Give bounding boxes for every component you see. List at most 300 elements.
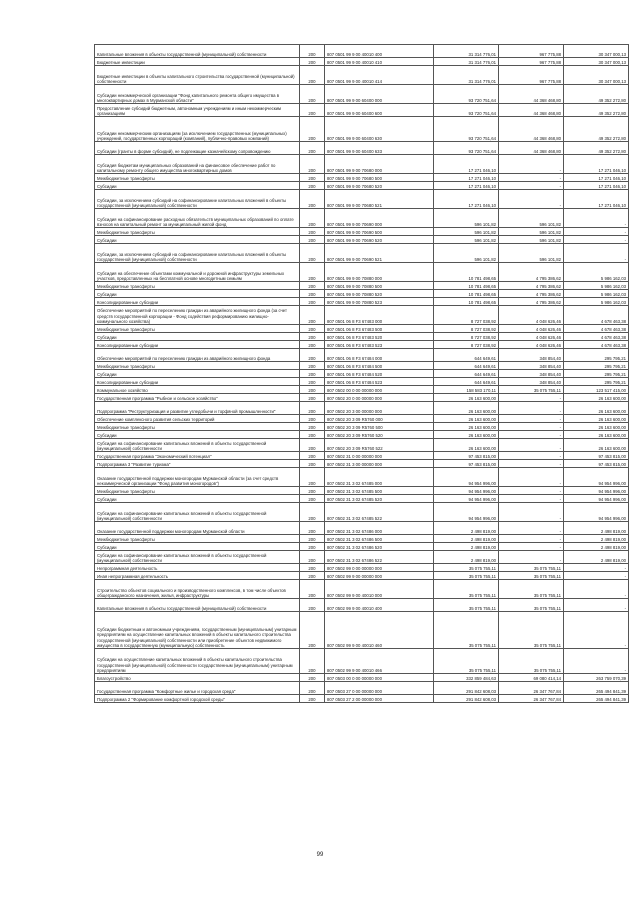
row-name: Межбюджетные трансферты [95,423,300,431]
row-executed-amount: 44 368 468,80 [499,142,564,155]
row-name: Субсидии на осуществление капитальных вложений в объекты капитального строительства государственной (муниципальной) собственности государственным (муниципальным) унитарным предприятиям [95,649,300,674]
row-assigned-amount: 596 101,82 [434,209,499,228]
row-assigned-amount: 97 453 815,00 [434,460,499,468]
row-name: Субсидии [95,495,300,503]
row-classification-code: 807 0502 20 3 09 R5760 520 [325,431,434,439]
row-name: Субсидия на обеспечение объектами коммунальной и дорожной инфраструктуры земельных участков, предоставленных на бесплатной основе многодетным семьям [95,263,300,282]
row-admin-code: 200 [300,423,325,431]
budget-table-body [95,45,629,703]
row-admin-code: 200 [300,209,325,228]
row-assigned-amount: 31 314 776,01 [434,66,499,85]
row-classification-code: 807 0502 31 3 02 67486 522 [325,551,434,564]
budget-table [94,44,629,703]
row-assigned-amount: 93 720 751,64 [434,85,499,104]
table-row [95,306,629,325]
row-admin-code: 200 [300,104,325,117]
row-unexecuted-amount: 5 986 162,03 [564,290,629,298]
row-assigned-amount: 93 720 751,64 [434,117,499,142]
row-classification-code: 807 0503 27 2 00 00000 000 [325,695,434,703]
row-admin-code: 200 [300,155,325,174]
row-unexecuted-amount: 4 678 463,38 [564,306,629,325]
row-admin-code: 200 [300,695,325,703]
table-row [95,209,629,228]
row-classification-code: 807 0502 31 3 02 67486 520 [325,543,434,551]
row-assigned-amount: 35 075 755,11 [434,612,499,649]
row-executed-amount: - [499,543,564,551]
row-name: Капитальные вложения в объекты государственной (муниципальной) собственности [95,599,300,612]
row-name: Субсидии некоммерческим организациям (за исключением государственных (муниципальных) учреждений, государственных корпораций (компаний), публично-правовых компаний) [95,117,300,142]
row-executed-amount: 596 101,82 [499,244,564,263]
row-assigned-amount: 93 720 751,64 [434,142,499,155]
row-executed-amount: 4 048 626,46 [499,333,564,341]
row-assigned-amount: 26 163 600,00 [434,423,499,431]
row-executed-amount: 348 854,40 [499,378,564,386]
row-assigned-amount: 2 498 819,00 [434,551,499,564]
table-row [95,155,629,174]
row-admin-code: 200 [300,402,325,415]
row-classification-code: 807 0501 99 9 00 70680 000 [325,155,434,174]
row-classification-code: 807 0501 99 9 00 60400 600 [325,104,434,117]
row-name: Межбюджетные трансферты [95,282,300,290]
row-executed-amount: - [499,155,564,174]
row-unexecuted-amount: 265 494 841,39 [564,695,629,703]
row-admin-code: 200 [300,45,325,58]
row-executed-amount: 4 795 386,62 [499,290,564,298]
row-admin-code: 200 [300,460,325,468]
row-name: Оказание государственной поддержки моногородам Мурманской области [95,522,300,535]
row-classification-code: 807 0502 99 9 00 40010 466 [325,649,434,674]
row-classification-code: 807 0501 99 9 00 70680 521 [325,190,434,209]
row-classification-code: 807 0501 99 9 00 70690 520 [325,236,434,244]
row-executed-amount: 967 775,88 [499,58,564,66]
row-assigned-amount: 35 075 755,11 [434,599,499,612]
row-assigned-amount: 10 781 498,65 [434,298,499,306]
row-admin-code: 200 [300,370,325,378]
table-row [95,174,629,182]
row-name: Обеспечение мероприятий по переселению граждан из аварийного жилищного фонда (за счет средств государственной корпорации - Фонд содействия реформированию жилищно-коммунального хозяйства) [95,306,300,325]
table-row [95,522,629,535]
row-name: Субсидии [95,543,300,551]
row-unexecuted-amount: - [564,572,629,580]
row-classification-code: 807 0502 99 9 00 00000 000 [325,572,434,580]
row-executed-amount: 967 775,88 [499,66,564,85]
row-admin-code: 200 [300,543,325,551]
row-admin-code: 200 [300,386,325,394]
row-classification-code: 807 0501 06 8 F3 67483 000 [325,306,434,325]
row-executed-amount: - [499,487,564,495]
row-assigned-amount: 94 954 996,00 [434,503,499,522]
row-executed-amount: - [499,174,564,182]
row-classification-code: 807 0501 99 9 00 70880 523 [325,298,434,306]
row-executed-amount: 596 101,82 [499,228,564,236]
row-name: Государственная программа "Экономический потенциал" [95,452,300,460]
table-row [95,564,629,572]
table-row [95,649,629,674]
row-admin-code: 200 [300,522,325,535]
row-classification-code: 807 0502 99 0 00 00000 000 [325,564,434,572]
row-classification-code: 807 0502 20 3 09 R5760 000 [325,415,434,423]
row-unexecuted-amount: 2 498 819,00 [564,551,629,564]
row-assigned-amount: 97 453 815,00 [434,452,499,460]
row-classification-code: 807 0501 99 9 00 40010 414 [325,66,434,85]
row-unexecuted-amount: 94 954 996,00 [564,468,629,487]
row-executed-amount: 967 775,88 [499,45,564,58]
table-row [95,85,629,104]
table-row [95,612,629,649]
table-row [95,503,629,522]
row-name: Бюджетные инвестиции в объекты капитального строительства государственной (муниципальной) собственности [95,66,300,85]
row-classification-code: 807 0502 31 3 02 67485 520 [325,495,434,503]
row-classification-code: 807 0502 20 0 00 00000 000 [325,394,434,402]
row-unexecuted-amount: 49 352 272,80 [564,117,629,142]
row-executed-amount: - [499,468,564,487]
row-executed-amount: 4 048 626,46 [499,306,564,325]
row-classification-code: 807 0502 31 0 00 00000 000 [325,452,434,460]
row-executed-amount: - [499,522,564,535]
row-executed-amount: 35 075 755,11 [499,564,564,572]
row-classification-code: 807 0501 06 8 F3 67484 523 [325,378,434,386]
row-unexecuted-amount: - [564,236,629,244]
row-executed-amount: - [499,535,564,543]
row-unexecuted-amount: 49 352 272,80 [564,142,629,155]
row-executed-amount: - [499,402,564,415]
row-classification-code: 807 0501 99 9 00 70880 000 [325,263,434,282]
row-executed-amount: - [499,495,564,503]
row-unexecuted-amount: - [564,612,629,649]
row-classification-code: 807 0501 99 9 00 70690 000 [325,209,434,228]
row-classification-code: 807 0501 99 9 00 70680 520 [325,182,434,190]
row-admin-code: 200 [300,228,325,236]
row-assigned-amount: 644 649,61 [434,378,499,386]
row-unexecuted-amount: 17 271 046,10 [564,174,629,182]
row-unexecuted-amount: - [564,244,629,263]
row-name: Межбюджетные трансферты [95,535,300,543]
row-assigned-amount: 2 498 819,00 [434,535,499,543]
row-executed-amount: - [499,394,564,402]
row-admin-code: 200 [300,325,325,333]
row-name: Капитальные вложения в объекты государственной (муниципальной) собственности [95,45,300,58]
row-unexecuted-amount: - [564,564,629,572]
row-assigned-amount: 596 101,82 [434,244,499,263]
row-assigned-amount: 8 727 038,92 [434,306,499,325]
table-row [95,349,629,362]
table-row [95,394,629,402]
row-assigned-amount: 644 649,61 [434,362,499,370]
row-name: Субсидии [95,333,300,341]
row-classification-code: 807 0501 99 9 00 40010 400 [325,45,434,58]
row-unexecuted-amount: 49 352 272,80 [564,104,629,117]
row-assigned-amount: 35 075 755,11 [434,649,499,674]
row-name: Бюджетные инвестиции [95,58,300,66]
row-unexecuted-amount: 5 986 162,03 [564,263,629,282]
row-assigned-amount: 93 720 751,64 [434,104,499,117]
table-row [95,370,629,378]
row-unexecuted-amount: 30 347 000,13 [564,66,629,85]
row-admin-code: 200 [300,290,325,298]
row-executed-amount: - [499,460,564,468]
row-executed-amount: 35 075 755,11 [499,599,564,612]
row-unexecuted-amount: 295 795,21 [564,378,629,386]
row-name: Коммунальное хозяйство [95,386,300,394]
row-name: Межбюджетные трансферты [95,487,300,495]
row-admin-code: 200 [300,682,325,695]
row-admin-code: 200 [300,431,325,439]
row-classification-code: 807 0502 31 3 02 67485 522 [325,503,434,522]
table-row [95,674,629,682]
row-name: Субсидия на софинансирование расходных обязательств муниципальных образований по оплате взносов на капитальный ремонт за муниципальный жилой фонд [95,209,300,228]
row-executed-amount: 26 347 767,84 [499,682,564,695]
table-row [95,333,629,341]
row-classification-code: 807 0502 31 3 02 67485 000 [325,468,434,487]
row-admin-code: 200 [300,362,325,370]
row-executed-amount: 35 075 755,11 [499,386,564,394]
table-row [95,263,629,282]
row-executed-amount: 35 075 755,11 [499,580,564,599]
table-row [95,66,629,85]
row-admin-code: 200 [300,572,325,580]
row-name: Субсидия на софинансирование капитальных вложений в объекты государственной (муниципальной) собственности [95,439,300,452]
table-row [95,386,629,394]
row-classification-code: 807 0502 00 0 00 00000 000 [325,386,434,394]
row-name: Субсидии [95,431,300,439]
row-name: Благоустройство [95,674,300,682]
row-name: Обеспечение комплексного развития сельских территорий [95,415,300,423]
row-name: Консолидированные субсидии [95,378,300,386]
row-assigned-amount: 17 271 046,10 [434,174,499,182]
table-row [95,402,629,415]
table-row [95,325,629,333]
row-unexecuted-amount: 30 347 000,13 [564,45,629,58]
row-assigned-amount: 8 727 038,92 [434,333,499,341]
row-assigned-amount: 17 271 046,10 [434,182,499,190]
row-executed-amount: - [499,415,564,423]
row-classification-code: 807 0502 99 9 00 40010 460 [325,612,434,649]
table-row [95,535,629,543]
row-assigned-amount: 158 583 170,11 [434,386,499,394]
row-classification-code: 807 0501 06 8 F3 67484 500 [325,362,434,370]
row-admin-code: 200 [300,66,325,85]
table-row [95,228,629,236]
row-unexecuted-amount: - [564,580,629,599]
row-admin-code: 200 [300,535,325,543]
table-row [95,599,629,612]
row-classification-code: 807 0501 99 9 00 70880 500 [325,282,434,290]
row-unexecuted-amount: 94 954 996,00 [564,487,629,495]
row-name: Непрограммная деятельность [95,564,300,572]
row-admin-code: 200 [300,503,325,522]
row-executed-amount: 348 854,40 [499,349,564,362]
row-unexecuted-amount: - [564,599,629,612]
table-row [95,572,629,580]
table-row [95,104,629,117]
row-unexecuted-amount: - [564,649,629,674]
table-row [95,190,629,209]
row-admin-code: 200 [300,649,325,674]
row-assigned-amount: 31 314 776,01 [434,58,499,66]
row-admin-code: 200 [300,349,325,362]
row-unexecuted-amount: 26 163 600,00 [564,402,629,415]
row-classification-code: 807 0502 99 9 00 40010 400 [325,599,434,612]
row-admin-code: 200 [300,468,325,487]
row-executed-amount: 4 795 386,62 [499,282,564,290]
row-classification-code: 807 0502 20 3 00 00000 000 [325,402,434,415]
row-executed-amount: 44 368 468,80 [499,117,564,142]
table-row [95,682,629,695]
row-assigned-amount: 2 498 819,00 [434,522,499,535]
table-row [95,452,629,460]
row-unexecuted-amount: 5 986 162,03 [564,298,629,306]
row-executed-amount: 35 075 755,11 [499,649,564,674]
row-name: Межбюджетные трансферты [95,228,300,236]
row-executed-amount: 348 854,40 [499,370,564,378]
row-executed-amount: 596 101,82 [499,236,564,244]
table-row [95,244,629,263]
table-row [95,439,629,452]
row-name: Предоставление субсидий бюджетным, автономным учреждениям и иным некоммерческим организациям [95,104,300,117]
table-row [95,362,629,370]
row-name: Подпрограмма 2 "Формирование комфортной городской среды" [95,695,300,703]
row-unexecuted-amount: 4 678 463,38 [564,333,629,341]
row-classification-code: 807 0501 06 8 F3 67483 520 [325,333,434,341]
row-classification-code: 807 0502 31 3 02 67486 500 [325,535,434,543]
row-admin-code: 200 [300,333,325,341]
table-row [95,298,629,306]
row-name: Субсидии [95,182,300,190]
table-row [95,580,629,599]
row-unexecuted-amount: 2 498 819,00 [564,535,629,543]
row-assigned-amount: 31 314 776,01 [434,45,499,58]
row-unexecuted-amount: 295 795,21 [564,362,629,370]
row-executed-amount: - [499,431,564,439]
row-admin-code: 200 [300,599,325,612]
table-row [95,460,629,468]
table-row [95,58,629,66]
row-executed-amount: 4 048 626,46 [499,325,564,333]
row-assigned-amount: 291 842 608,03 [434,695,499,703]
row-executed-amount: 4 795 386,62 [499,298,564,306]
row-name: Консолидированные субсидии [95,298,300,306]
table-row [95,182,629,190]
row-admin-code: 200 [300,452,325,460]
row-executed-amount: - [499,551,564,564]
row-admin-code: 200 [300,142,325,155]
row-name: Государственная программа "Комфортные жилье и городская среда" [95,682,300,695]
row-executed-amount: 596 101,82 [499,209,564,228]
row-name: Субсидии бюджетным и автономным учреждениям, государственным (муниципальным) унитарным предприятиям на осуществление капитальных вложений в объекты капитального строительства государственной (муниципальной) собственности или приобретение объектов недвижимого имущества в государственную (муниципальную) собственность [95,612,300,649]
row-assigned-amount: 35 075 755,11 [434,564,499,572]
row-unexecuted-amount: 26 163 600,00 [564,394,629,402]
table-row [95,431,629,439]
row-assigned-amount: 26 163 600,00 [434,415,499,423]
row-name: Субсидии [95,370,300,378]
row-classification-code: 807 0501 06 8 F3 67484 520 [325,370,434,378]
row-executed-amount: 44 368 468,80 [499,104,564,117]
row-admin-code: 200 [300,174,325,182]
row-executed-amount: - [499,190,564,209]
row-unexecuted-amount: 5 986 162,03 [564,282,629,290]
row-assigned-amount: 332 859 484,63 [434,674,499,682]
row-assigned-amount: 26 163 600,00 [434,402,499,415]
row-classification-code: 807 0501 99 9 00 60400 630 [325,117,434,142]
row-admin-code: 200 [300,85,325,104]
row-classification-code: 807 0501 99 9 00 70690 500 [325,228,434,236]
row-assigned-amount: 291 842 608,03 [434,682,499,695]
row-unexecuted-amount: 17 271 046,10 [564,190,629,209]
row-name: Обеспечение мероприятий по переселению граждан из аварийного жилищного фонда [95,349,300,362]
row-classification-code: 807 0502 31 3 02 67486 000 [325,522,434,535]
row-name: Субсидии (гранты в форме субсидий), не подлежащие казначейскому сопровождению [95,142,300,155]
row-executed-amount: 348 854,40 [499,362,564,370]
row-assigned-amount: 35 075 755,11 [434,572,499,580]
row-admin-code: 200 [300,415,325,423]
row-executed-amount: - [499,423,564,431]
row-unexecuted-amount: 4 678 463,38 [564,341,629,349]
table-row [95,543,629,551]
table-row [95,551,629,564]
table-row [95,236,629,244]
row-assigned-amount: 10 781 498,65 [434,282,499,290]
row-name: Межбюджетные трансферты [95,325,300,333]
row-executed-amount: 35 075 755,11 [499,572,564,580]
table-row [95,45,629,58]
row-unexecuted-amount: 2 498 819,00 [564,543,629,551]
row-admin-code: 200 [300,487,325,495]
row-name: Оказание государственной поддержки моногородам Мурманской области (за счет средств некоммерческой организации "Фонд развития моногородов") [95,468,300,487]
table-row [95,415,629,423]
row-admin-code: 200 [300,306,325,325]
row-unexecuted-amount: 94 954 996,00 [564,495,629,503]
row-name: Субсидии, за исключением субсидий на софинансирование капитальных вложений в объекты государственной (муниципальной) собственности [95,244,300,263]
row-classification-code: 807 0502 31 3 02 67485 500 [325,487,434,495]
row-unexecuted-amount: 26 163 600,00 [564,423,629,431]
row-admin-code: 200 [300,439,325,452]
row-name: Субсидии [95,236,300,244]
row-assigned-amount: 94 954 996,00 [434,487,499,495]
table-row [95,495,629,503]
row-name: Государственная программа "Рыбное и сельское хозяйство" [95,394,300,402]
row-name: Субсидии [95,290,300,298]
row-classification-code: 807 0502 20 3 09 R5760 522 [325,439,434,452]
row-classification-code: 807 0502 20 3 09 R5760 500 [325,423,434,431]
row-admin-code: 200 [300,263,325,282]
table-row [95,468,629,487]
row-executed-amount: - [499,452,564,460]
row-assigned-amount: 26 163 600,00 [434,431,499,439]
row-unexecuted-amount: 17 271 046,10 [564,155,629,174]
row-unexecuted-amount: 2 498 819,00 [564,522,629,535]
row-executed-amount: - [499,182,564,190]
page-number: 99 [316,852,324,858]
row-unexecuted-amount: - [564,228,629,236]
row-unexecuted-amount: 30 347 000,13 [564,58,629,66]
row-classification-code: 807 0501 99 9 00 70680 500 [325,174,434,182]
table-row [95,341,629,349]
row-classification-code: 807 0501 99 9 00 70880 520 [325,290,434,298]
row-admin-code: 200 [300,58,325,66]
table-row [95,117,629,142]
row-assigned-amount: 17 271 046,10 [434,155,499,174]
row-admin-code: 200 [300,244,325,263]
row-executed-amount: 4 048 626,46 [499,341,564,349]
row-assigned-amount: 94 954 996,00 [434,468,499,487]
row-unexecuted-amount: 49 352 272,80 [564,85,629,104]
row-unexecuted-amount: 263 759 070,39 [564,674,629,682]
row-admin-code: 200 [300,341,325,349]
row-admin-code: 200 [300,564,325,572]
table-row [95,695,629,703]
row-name: Подпрограмма 3 "Развитие туризма" [95,460,300,468]
row-unexecuted-amount: - [564,209,629,228]
